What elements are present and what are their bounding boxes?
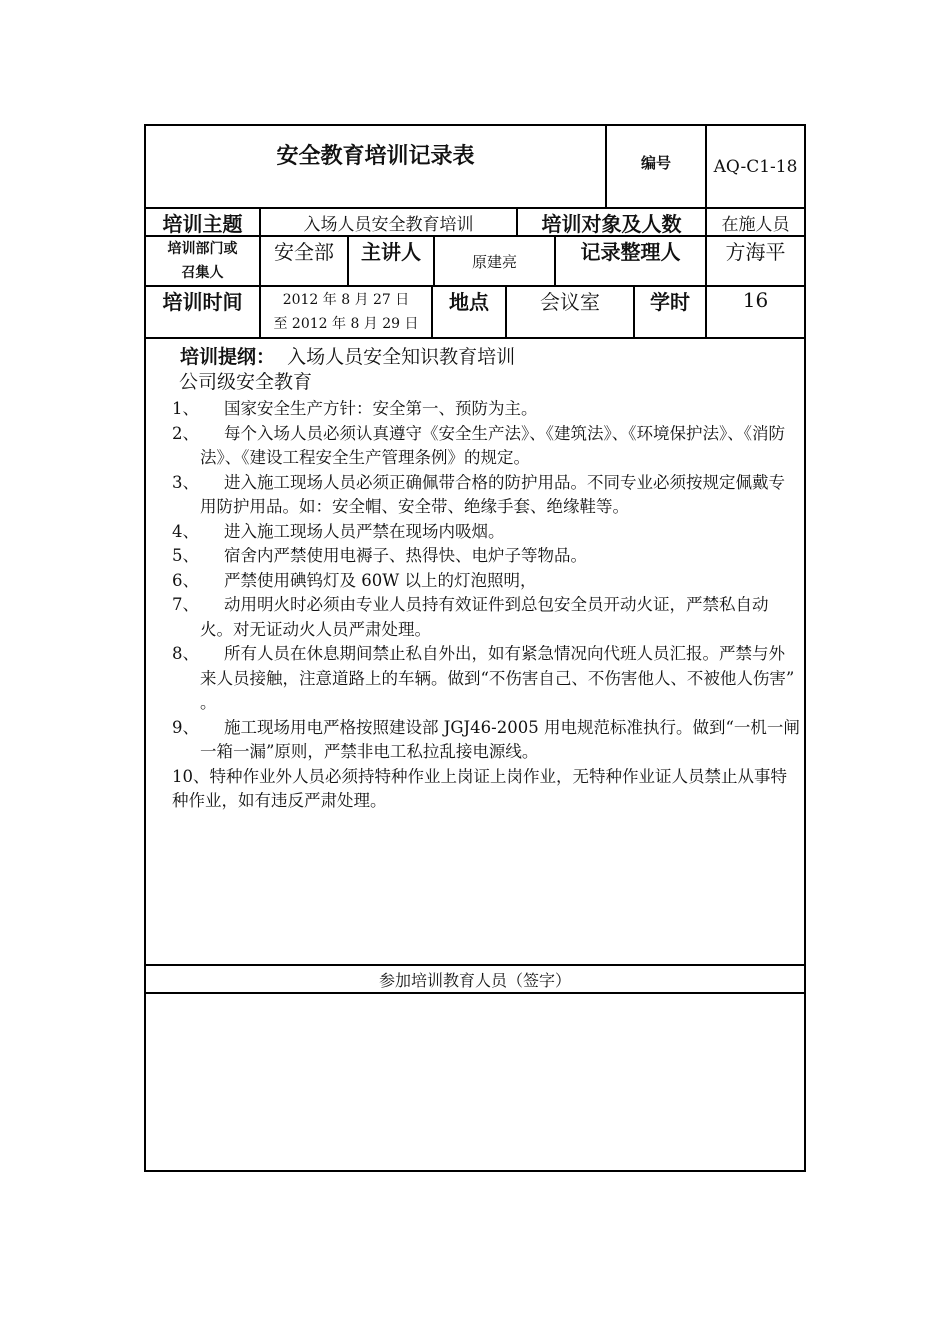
- training-content: [172, 344, 800, 814]
- topic-label: 培训主题: [162, 211, 243, 236]
- item-number: 5、: [172, 546, 199, 565]
- list-item: [172, 544, 800, 569]
- recorder-value: 方海平: [725, 239, 786, 264]
- item-text: 每个入场人员必须认真遵守《安全生产法》、《建筑法》、《环境保护法》、《消防法》、《建设工程安全生产管理条例》的规定。: [200, 423, 785, 467]
- list-item: [172, 765, 800, 814]
- signature-area[interactable]: [146, 994, 804, 1170]
- item-text: 所有人员在休息期间禁止私自外出，如有紧急情况向代班人员汇报。严禁与外来人员接触，注意道路上的车辆。做到“不伤害自己、不伤害他人、不被他人伤害” 。: [200, 644, 795, 712]
- form-title: 安全教育培训记录表: [276, 143, 475, 169]
- list-item: [172, 422, 800, 471]
- hours-value: 16: [742, 288, 769, 312]
- list-item: [172, 471, 800, 520]
- row-divider: [146, 337, 804, 339]
- hours-label: 学时: [650, 289, 690, 314]
- list-item: [172, 593, 800, 642]
- time-label: 培训时间: [162, 289, 243, 314]
- target-value: 在施人员: [721, 214, 790, 235]
- training-record-form: [144, 124, 806, 1172]
- item-text: 宿舍内严禁使用电褥子、热得快、电炉子等物品。: [224, 546, 587, 565]
- list-item: [172, 642, 800, 716]
- dept-label-line2: 召集人: [181, 265, 224, 281]
- code-value: AQ-C1-18: [713, 156, 798, 177]
- speaker-label: 主讲人: [361, 239, 421, 264]
- speaker-value: 原建亮: [471, 252, 517, 271]
- item-text: 进入施工现场人员必须正确佩带合格的防护用品。不同专业必须按规定佩戴专用防护用品。如：安全帽、安全带、绝缘手套、绝缘鞋等。: [200, 472, 785, 516]
- item-number: 4、: [172, 521, 199, 541]
- item-number: 8、: [172, 644, 199, 663]
- topic-value: 入场人员安全教育培训: [303, 214, 474, 235]
- time-value-line1: 2012 年 8 月 27 日: [282, 292, 410, 308]
- recorder-label: 记录整理人: [580, 239, 681, 264]
- time-value-line2: 至 2012 年 8 月 29 日: [273, 316, 419, 332]
- item-text: 严禁使用碘钨灯及 60W 以上的灯泡照明，: [224, 570, 537, 590]
- place-label: 地点: [449, 289, 489, 314]
- list-item: [172, 569, 800, 594]
- item-number: 2、: [172, 423, 199, 443]
- time-value: [261, 287, 431, 337]
- item-text: 施工现场用电严格按照建设部 JGJ46-2005 用电规范标准执行。做到“一机一闸一箱一漏”原则，严禁非电工私拉乱接电源线。: [200, 717, 800, 761]
- dept-label: [146, 237, 259, 285]
- item-text: 进入施工现场人员严禁在现场内吸烟。: [224, 521, 505, 541]
- outline-row: [172, 344, 800, 370]
- dept-value: 安全部: [274, 239, 334, 264]
- list-item: [172, 716, 800, 765]
- item-text: 动用明火时必须由专业人员持有效证件到总包安全员开动火证，严禁私自动火。对无证动火人员严肃处理。: [200, 595, 769, 639]
- signature-header: 参加培训教育人员（签字）: [378, 970, 571, 990]
- target-label: 培训对象及人数: [541, 211, 682, 236]
- section-title: 公司级安全教育: [179, 371, 313, 393]
- item-text: 10、特种作业外人员必须持特种作业上岗证上岗作业，无特种作业证人员禁止从事特种作业，如有违反严肃处理。: [172, 766, 787, 810]
- list-item: [172, 397, 800, 422]
- item-text: 国家安全生产方针：安全第一、预防为主。: [224, 399, 538, 418]
- list-item: [172, 520, 800, 545]
- item-number: 7、: [172, 595, 199, 614]
- item-number: 9、: [172, 717, 199, 737]
- place-value: 会议室: [540, 289, 600, 314]
- item-number: 1、: [172, 399, 199, 418]
- dept-label-line1: 培训部门或: [167, 241, 238, 257]
- outline-label: 培训提纲：: [180, 346, 276, 368]
- outline-value: 入场人员安全知识教育培训: [287, 346, 516, 368]
- item-number: 3、: [172, 472, 199, 492]
- item-number: 6、: [172, 570, 199, 590]
- code-label: 编号: [640, 153, 671, 172]
